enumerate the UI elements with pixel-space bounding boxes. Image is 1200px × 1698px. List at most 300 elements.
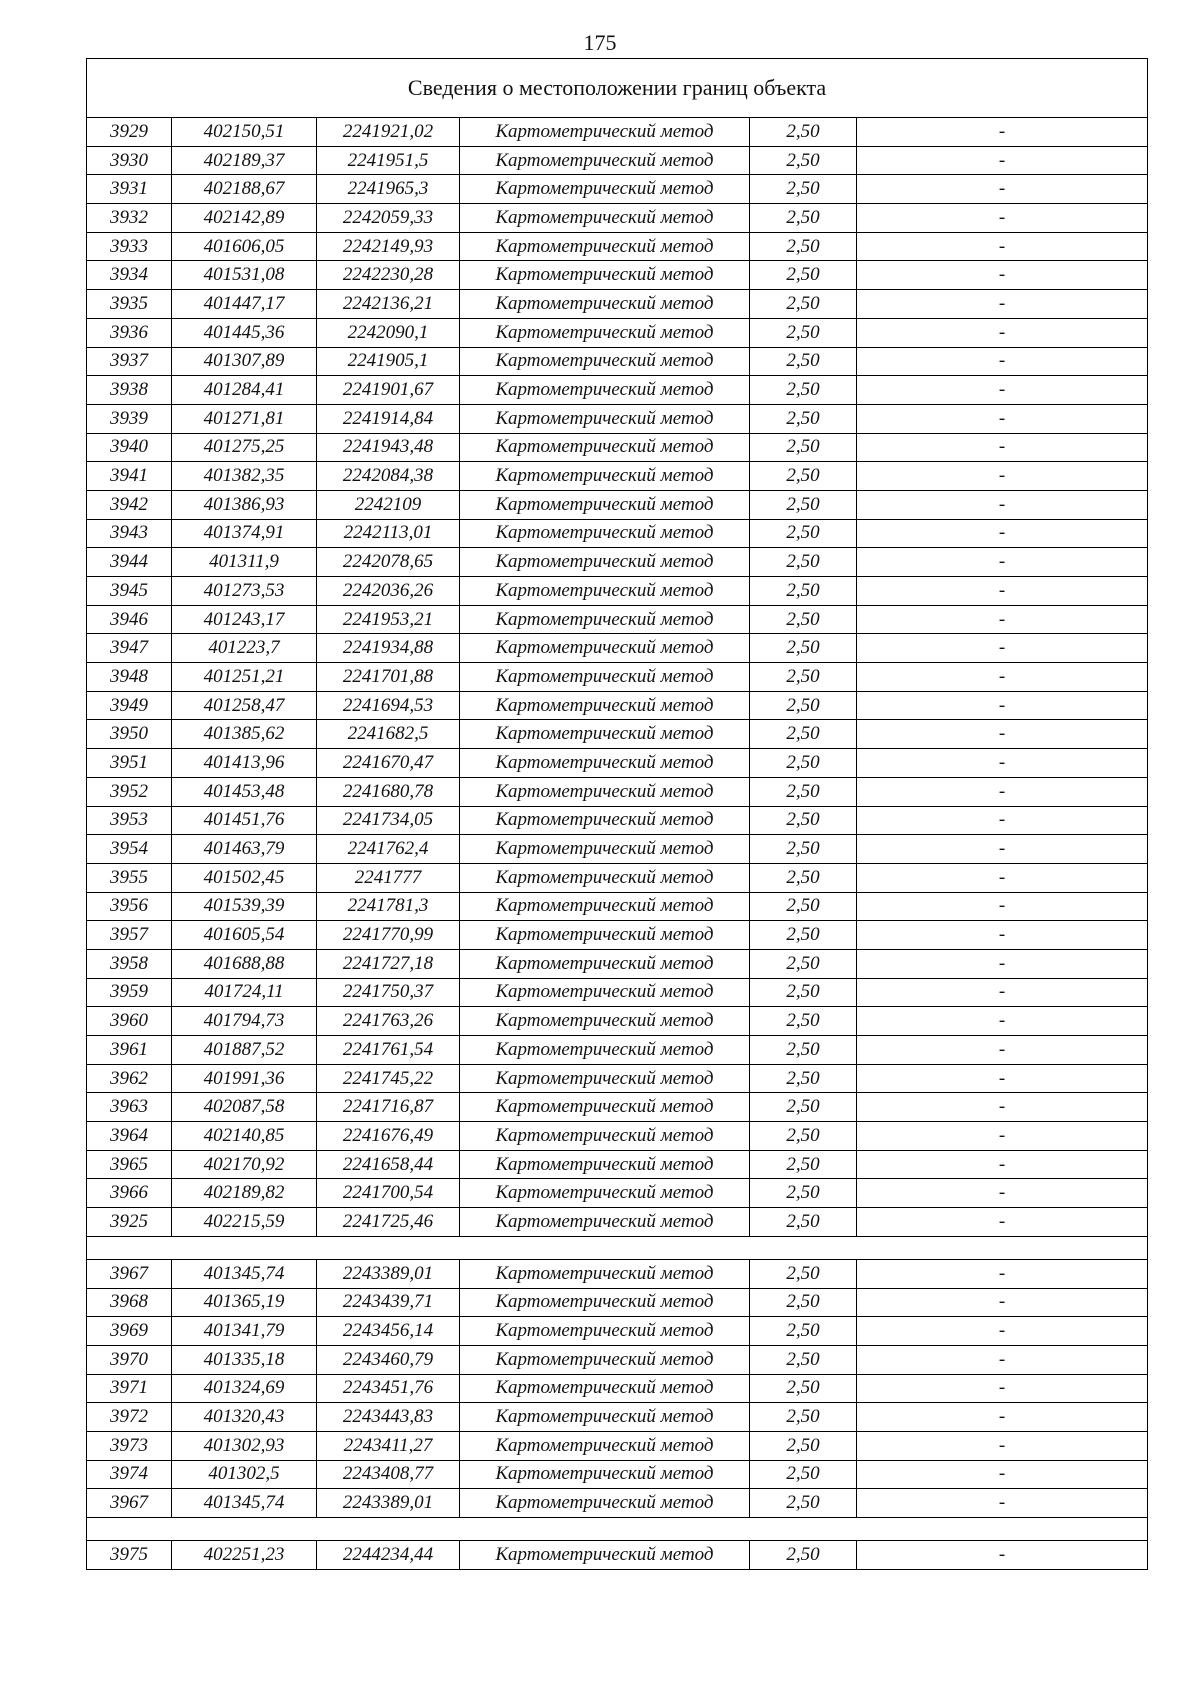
table-row [87, 1489, 1148, 1518]
x-coordinate-cell: 402188,67 [172, 175, 317, 204]
point-number-cell: 3951 [87, 749, 172, 778]
method-cell: Картометрический метод [460, 204, 750, 233]
point-number-cell: 3942 [87, 490, 172, 519]
description-cell: - [857, 949, 1148, 978]
x-coordinate-cell: 401382,35 [172, 462, 317, 491]
y-coordinate-cell: 2241725,46 [317, 1208, 460, 1237]
method-cell: Картометрический метод [460, 1403, 750, 1432]
description-cell: - [857, 1064, 1148, 1093]
description-cell: - [857, 318, 1148, 347]
accuracy-cell: 2,50 [750, 1208, 857, 1237]
x-coordinate-cell: 401502,45 [172, 863, 317, 892]
y-coordinate-cell: 2241701,88 [317, 663, 460, 692]
y-coordinate-cell: 2242059,33 [317, 204, 460, 233]
y-coordinate-cell: 2243408,77 [317, 1460, 460, 1489]
y-coordinate-cell: 2241750,37 [317, 978, 460, 1007]
accuracy-cell: 2,50 [750, 605, 857, 634]
method-cell: Картометрический метод [460, 806, 750, 835]
table-row [87, 1259, 1148, 1288]
method-cell: Картометрический метод [460, 978, 750, 1007]
point-number-cell: 3939 [87, 404, 172, 433]
description-cell: - [857, 1036, 1148, 1065]
accuracy-cell: 2,50 [750, 290, 857, 319]
accuracy-cell: 2,50 [750, 261, 857, 290]
description-cell: - [857, 1403, 1148, 1432]
y-coordinate-cell: 2243443,83 [317, 1403, 460, 1432]
x-coordinate-cell: 402189,37 [172, 146, 317, 175]
table-row [87, 1007, 1148, 1036]
description-cell: - [857, 1007, 1148, 1036]
accuracy-cell: 2,50 [750, 806, 857, 835]
point-number-cell: 3960 [87, 1007, 172, 1036]
y-coordinate-cell: 2241745,22 [317, 1064, 460, 1093]
description-cell: - [857, 1150, 1148, 1179]
description-cell: - [857, 490, 1148, 519]
method-cell: Картометрический метод [460, 290, 750, 319]
point-number-cell: 3941 [87, 462, 172, 491]
description-cell: - [857, 1431, 1148, 1460]
method-cell: Картометрический метод [460, 462, 750, 491]
description-cell: - [857, 921, 1148, 950]
point-number-cell: 3956 [87, 892, 172, 921]
point-number-cell: 3957 [87, 921, 172, 950]
x-coordinate-cell: 401606,05 [172, 232, 317, 261]
method-cell: Картометрический метод [460, 519, 750, 548]
point-number-cell: 3973 [87, 1431, 172, 1460]
table-header-row [87, 59, 1148, 118]
point-number-cell: 3949 [87, 691, 172, 720]
accuracy-cell: 2,50 [750, 433, 857, 462]
page-number: 175 [583, 30, 617, 55]
point-number-cell: 3933 [87, 232, 172, 261]
method-cell: Картометрический метод [460, 892, 750, 921]
x-coordinate-cell: 402215,59 [172, 1208, 317, 1237]
description-cell: - [857, 175, 1148, 204]
table-row [87, 1345, 1148, 1374]
description-cell: - [857, 290, 1148, 319]
accuracy-cell: 2,50 [750, 232, 857, 261]
accuracy-cell: 2,50 [750, 1259, 857, 1288]
y-coordinate-cell: 2242230,28 [317, 261, 460, 290]
accuracy-cell: 2,50 [750, 1431, 857, 1460]
point-number-cell: 3947 [87, 634, 172, 663]
table-row [87, 749, 1148, 778]
x-coordinate-cell: 401243,17 [172, 605, 317, 634]
y-coordinate-cell: 2241777 [317, 863, 460, 892]
point-number-cell: 3970 [87, 1345, 172, 1374]
x-coordinate-cell: 401724,11 [172, 978, 317, 1007]
table-row [87, 146, 1148, 175]
accuracy-cell: 2,50 [750, 1460, 857, 1489]
point-number-cell: 3969 [87, 1317, 172, 1346]
description-cell: - [857, 1093, 1148, 1122]
point-number-cell: 3946 [87, 605, 172, 634]
x-coordinate-cell: 401307,89 [172, 347, 317, 376]
y-coordinate-cell: 2241965,3 [317, 175, 460, 204]
table-row [87, 490, 1148, 519]
description-cell: - [857, 404, 1148, 433]
table-row [87, 1093, 1148, 1122]
method-cell: Картометрический метод [460, 1374, 750, 1403]
x-coordinate-cell: 401258,47 [172, 691, 317, 720]
point-number-cell: 3940 [87, 433, 172, 462]
description-cell: - [857, 232, 1148, 261]
method-cell: Картометрический метод [460, 605, 750, 634]
table-row [87, 175, 1148, 204]
method-cell: Картометрический метод [460, 1036, 750, 1065]
y-coordinate-cell: 2242084,38 [317, 462, 460, 491]
method-cell: Картометрический метод [460, 318, 750, 347]
y-coordinate-cell: 2241762,4 [317, 835, 460, 864]
description-cell: - [857, 1541, 1148, 1570]
method-cell: Картометрический метод [460, 376, 750, 405]
method-cell: Картометрический метод [460, 1460, 750, 1489]
method-cell: Картометрический метод [460, 146, 750, 175]
method-cell: Картометрический метод [460, 433, 750, 462]
accuracy-cell: 2,50 [750, 577, 857, 606]
y-coordinate-cell: 2243389,01 [317, 1259, 460, 1288]
table-row [87, 577, 1148, 606]
x-coordinate-cell: 401302,5 [172, 1460, 317, 1489]
table-row [87, 1208, 1148, 1237]
y-coordinate-cell: 2241694,53 [317, 691, 460, 720]
method-cell: Картометрический метод [460, 347, 750, 376]
y-coordinate-cell: 2241716,87 [317, 1093, 460, 1122]
table-row [87, 376, 1148, 405]
method-cell: Картометрический метод [460, 634, 750, 663]
y-coordinate-cell: 2241953,21 [317, 605, 460, 634]
accuracy-cell: 2,50 [750, 634, 857, 663]
x-coordinate-cell: 401302,93 [172, 1431, 317, 1460]
point-number-cell: 3950 [87, 720, 172, 749]
method-cell: Картометрический метод [460, 1345, 750, 1374]
table-row [87, 232, 1148, 261]
table-row [87, 634, 1148, 663]
table-row [87, 806, 1148, 835]
method-cell: Картометрический метод [460, 1259, 750, 1288]
accuracy-cell: 2,50 [750, 1007, 857, 1036]
accuracy-cell: 2,50 [750, 118, 857, 147]
y-coordinate-cell: 2242149,93 [317, 232, 460, 261]
group-separator-row [87, 1236, 1148, 1259]
description-cell: - [857, 978, 1148, 1007]
x-coordinate-cell: 401463,79 [172, 835, 317, 864]
x-coordinate-cell: 401794,73 [172, 1007, 317, 1036]
method-cell: Картометрический метод [460, 118, 750, 147]
x-coordinate-cell: 401341,79 [172, 1317, 317, 1346]
x-coordinate-cell: 402142,89 [172, 204, 317, 233]
table-row [87, 892, 1148, 921]
x-coordinate-cell: 401335,18 [172, 1345, 317, 1374]
table-row [87, 347, 1148, 376]
accuracy-cell: 2,50 [750, 376, 857, 405]
point-number-cell: 3930 [87, 146, 172, 175]
point-number-cell: 3972 [87, 1403, 172, 1432]
point-number-cell: 3944 [87, 548, 172, 577]
boundary-coordinates-table [86, 58, 1148, 1570]
method-cell: Картометрический метод [460, 720, 750, 749]
description-cell: - [857, 1374, 1148, 1403]
y-coordinate-cell: 2243451,76 [317, 1374, 460, 1403]
point-number-cell: 3971 [87, 1374, 172, 1403]
description-cell: - [857, 605, 1148, 634]
table-row [87, 1431, 1148, 1460]
point-number-cell: 3964 [87, 1122, 172, 1151]
method-cell: Картометрический метод [460, 921, 750, 950]
description-cell: - [857, 577, 1148, 606]
description-cell: - [857, 835, 1148, 864]
accuracy-cell: 2,50 [750, 1064, 857, 1093]
group-separator-row [87, 1518, 1148, 1541]
point-number-cell: 3935 [87, 290, 172, 319]
accuracy-cell: 2,50 [750, 519, 857, 548]
description-cell: - [857, 1122, 1148, 1151]
x-coordinate-cell: 401223,7 [172, 634, 317, 663]
description-cell: - [857, 777, 1148, 806]
method-cell: Картометрический метод [460, 777, 750, 806]
table-row [87, 663, 1148, 692]
method-cell: Картометрический метод [460, 749, 750, 778]
table-row [87, 519, 1148, 548]
point-number-cell: 3961 [87, 1036, 172, 1065]
point-number-cell: 3967 [87, 1259, 172, 1288]
y-coordinate-cell: 2241670,47 [317, 749, 460, 778]
description-cell: - [857, 1179, 1148, 1208]
point-number-cell: 3954 [87, 835, 172, 864]
x-coordinate-cell: 401374,91 [172, 519, 317, 548]
point-number-cell: 3953 [87, 806, 172, 835]
y-coordinate-cell: 2242113,01 [317, 519, 460, 548]
method-cell: Картометрический метод [460, 175, 750, 204]
x-coordinate-cell: 401531,08 [172, 261, 317, 290]
method-cell: Картометрический метод [460, 1317, 750, 1346]
x-coordinate-cell: 402189,82 [172, 1179, 317, 1208]
table-row [87, 949, 1148, 978]
description-cell: - [857, 118, 1148, 147]
accuracy-cell: 2,50 [750, 749, 857, 778]
accuracy-cell: 2,50 [750, 921, 857, 950]
y-coordinate-cell: 2241727,18 [317, 949, 460, 978]
method-cell: Картометрический метод [460, 835, 750, 864]
x-coordinate-cell: 401605,54 [172, 921, 317, 950]
y-coordinate-cell: 2241763,26 [317, 1007, 460, 1036]
point-number-cell: 3929 [87, 118, 172, 147]
x-coordinate-cell: 401275,25 [172, 433, 317, 462]
accuracy-cell: 2,50 [750, 720, 857, 749]
method-cell: Картометрический метод [460, 1064, 750, 1093]
x-coordinate-cell: 401345,74 [172, 1489, 317, 1518]
method-cell: Картометрический метод [460, 663, 750, 692]
point-number-cell: 3938 [87, 376, 172, 405]
x-coordinate-cell: 401447,17 [172, 290, 317, 319]
method-cell: Картометрический метод [460, 404, 750, 433]
accuracy-cell: 2,50 [750, 1150, 857, 1179]
x-coordinate-cell: 401251,21 [172, 663, 317, 692]
x-coordinate-cell: 401273,53 [172, 577, 317, 606]
accuracy-cell: 2,50 [750, 663, 857, 692]
table-row [87, 433, 1148, 462]
description-cell: - [857, 1288, 1148, 1317]
accuracy-cell: 2,50 [750, 1317, 857, 1346]
x-coordinate-cell: 402087,58 [172, 1093, 317, 1122]
y-coordinate-cell: 2241761,54 [317, 1036, 460, 1065]
x-coordinate-cell: 401688,88 [172, 949, 317, 978]
accuracy-cell: 2,50 [750, 777, 857, 806]
method-cell: Картометрический метод [460, 949, 750, 978]
point-number-cell: 3945 [87, 577, 172, 606]
method-cell: Картометрический метод [460, 577, 750, 606]
accuracy-cell: 2,50 [750, 1122, 857, 1151]
accuracy-cell: 2,50 [750, 347, 857, 376]
method-cell: Картометрический метод [460, 1288, 750, 1317]
y-coordinate-cell: 2241676,49 [317, 1122, 460, 1151]
accuracy-cell: 2,50 [750, 691, 857, 720]
description-cell: - [857, 204, 1148, 233]
y-coordinate-cell: 2241914,84 [317, 404, 460, 433]
point-number-cell: 3955 [87, 863, 172, 892]
description-cell: - [857, 347, 1148, 376]
y-coordinate-cell: 2243389,01 [317, 1489, 460, 1518]
accuracy-cell: 2,50 [750, 863, 857, 892]
y-coordinate-cell: 2243411,27 [317, 1431, 460, 1460]
description-cell: - [857, 863, 1148, 892]
method-cell: Картометрический метод [460, 261, 750, 290]
x-coordinate-cell: 401284,41 [172, 376, 317, 405]
method-cell: Картометрический метод [460, 1489, 750, 1518]
table-row [87, 548, 1148, 577]
method-cell: Картометрический метод [460, 1150, 750, 1179]
table-row [87, 1036, 1148, 1065]
x-coordinate-cell: 402170,92 [172, 1150, 317, 1179]
method-cell: Картометрический метод [460, 1179, 750, 1208]
method-cell: Картометрический метод [460, 1208, 750, 1237]
point-number-cell: 3965 [87, 1150, 172, 1179]
accuracy-cell: 2,50 [750, 949, 857, 978]
y-coordinate-cell: 2243460,79 [317, 1345, 460, 1374]
table-row [87, 1317, 1148, 1346]
method-cell: Картометрический метод [460, 490, 750, 519]
table-row [87, 863, 1148, 892]
x-coordinate-cell: 401413,96 [172, 749, 317, 778]
accuracy-cell: 2,50 [750, 1489, 857, 1518]
x-coordinate-cell: 401453,48 [172, 777, 317, 806]
description-cell: - [857, 663, 1148, 692]
table-row [87, 318, 1148, 347]
method-cell: Картометрический метод [460, 863, 750, 892]
method-cell: Картометрический метод [460, 1093, 750, 1122]
description-cell: - [857, 146, 1148, 175]
table-row [87, 978, 1148, 1007]
accuracy-cell: 2,50 [750, 404, 857, 433]
method-cell: Картометрический метод [460, 232, 750, 261]
y-coordinate-cell: 2241934,88 [317, 634, 460, 663]
y-coordinate-cell: 2241943,48 [317, 433, 460, 462]
table-row [87, 835, 1148, 864]
x-coordinate-cell: 402150,51 [172, 118, 317, 147]
table-row [87, 1122, 1148, 1151]
x-coordinate-cell: 401345,74 [172, 1259, 317, 1288]
accuracy-cell: 2,50 [750, 1179, 857, 1208]
table-row [87, 1374, 1148, 1403]
x-coordinate-cell: 401386,93 [172, 490, 317, 519]
accuracy-cell: 2,50 [750, 835, 857, 864]
method-cell: Картометрический метод [460, 1007, 750, 1036]
method-cell: Картометрический метод [460, 1122, 750, 1151]
y-coordinate-cell: 2241905,1 [317, 347, 460, 376]
description-cell: - [857, 749, 1148, 778]
point-number-cell: 3948 [87, 663, 172, 692]
accuracy-cell: 2,50 [750, 175, 857, 204]
table-row [87, 1541, 1148, 1570]
accuracy-cell: 2,50 [750, 1345, 857, 1374]
point-number-cell: 3931 [87, 175, 172, 204]
method-cell: Картометрический метод [460, 1541, 750, 1570]
table-row [87, 204, 1148, 233]
y-coordinate-cell: 2242136,21 [317, 290, 460, 319]
accuracy-cell: 2,50 [750, 146, 857, 175]
point-number-cell: 3968 [87, 1288, 172, 1317]
description-cell: - [857, 1489, 1148, 1518]
point-number-cell: 3974 [87, 1460, 172, 1489]
x-coordinate-cell: 401887,52 [172, 1036, 317, 1065]
accuracy-cell: 2,50 [750, 1541, 857, 1570]
point-number-cell: 3963 [87, 1093, 172, 1122]
y-coordinate-cell: 2241682,5 [317, 720, 460, 749]
accuracy-cell: 2,50 [750, 978, 857, 1007]
accuracy-cell: 2,50 [750, 1374, 857, 1403]
x-coordinate-cell: 402140,85 [172, 1122, 317, 1151]
method-cell: Картометрический метод [460, 548, 750, 577]
point-number-cell: 3932 [87, 204, 172, 233]
y-coordinate-cell: 2242109 [317, 490, 460, 519]
table-row [87, 261, 1148, 290]
description-cell: - [857, 261, 1148, 290]
point-number-cell: 3959 [87, 978, 172, 1007]
description-cell: - [857, 548, 1148, 577]
table-body [87, 59, 1148, 1570]
y-coordinate-cell: 2243439,71 [317, 1288, 460, 1317]
table-row [87, 777, 1148, 806]
description-cell: - [857, 806, 1148, 835]
y-coordinate-cell: 2242090,1 [317, 318, 460, 347]
accuracy-cell: 2,50 [750, 318, 857, 347]
table-row [87, 1288, 1148, 1317]
y-coordinate-cell: 2241658,44 [317, 1150, 460, 1179]
description-cell: - [857, 720, 1148, 749]
table-row [87, 605, 1148, 634]
table-row [87, 1064, 1148, 1093]
y-coordinate-cell: 2243456,14 [317, 1317, 460, 1346]
table-row [87, 1150, 1148, 1179]
table-row [87, 290, 1148, 319]
table-row [87, 921, 1148, 950]
description-cell: - [857, 892, 1148, 921]
description-cell: - [857, 519, 1148, 548]
accuracy-cell: 2,50 [750, 490, 857, 519]
x-coordinate-cell: 401451,76 [172, 806, 317, 835]
table-row [87, 1460, 1148, 1489]
description-cell: - [857, 1345, 1148, 1374]
table-row [87, 720, 1148, 749]
x-coordinate-cell: 401271,81 [172, 404, 317, 433]
x-coordinate-cell: 401991,36 [172, 1064, 317, 1093]
x-coordinate-cell: 401445,36 [172, 318, 317, 347]
y-coordinate-cell: 2242078,65 [317, 548, 460, 577]
point-number-cell: 3962 [87, 1064, 172, 1093]
y-coordinate-cell: 2241781,3 [317, 892, 460, 921]
point-number-cell: 3967 [87, 1489, 172, 1518]
accuracy-cell: 2,50 [750, 1403, 857, 1432]
